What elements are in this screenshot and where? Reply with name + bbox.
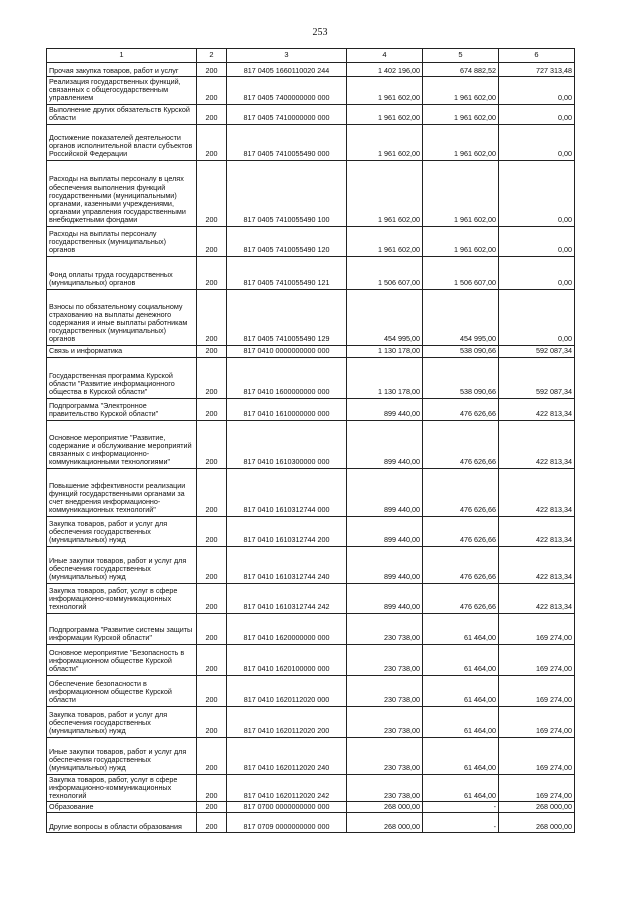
row-name-cell: Закупка товаров, работ, услуг в сфере информационно-коммуникационных технологий [47, 774, 197, 802]
row-remainder-cell: 169 274,00 [499, 613, 575, 644]
table-row [47, 420, 575, 468]
row-name-cell: Фонд оплаты труда государственных (муниципальных) органов [47, 256, 197, 289]
row-grbs-cell: 200 [197, 124, 227, 160]
row-remainder-cell: 422 813,34 [499, 398, 575, 420]
row-grbs-cell: 200 [197, 813, 227, 833]
row-code-cell: 817 0405 7410055490 120 [227, 226, 347, 256]
row-code-cell: 817 0405 7410055490 129 [227, 289, 347, 345]
header-cell: 1 [47, 49, 197, 63]
table-row [47, 613, 575, 644]
row-name-cell: Обеспечение безопасности в информационном обществе Курской области [47, 675, 197, 706]
row-name-cell: Иные закупки товаров, работ и услуг для обеспечения государственных (муниципальных) нужд [47, 737, 197, 774]
row-planned-cell: 899 440,00 [347, 398, 423, 420]
row-remainder-cell: 0,00 [499, 289, 575, 345]
row-planned-cell: 1 506 607,00 [347, 256, 423, 289]
row-code-cell: 817 0410 1610312744 200 [227, 516, 347, 546]
table-row [47, 63, 575, 77]
header-cell: 6 [499, 49, 575, 63]
row-executed-cell: 674 882,52 [423, 63, 499, 77]
row-executed-cell: 476 626,66 [423, 398, 499, 420]
row-code-cell: 817 0405 7410055490 100 [227, 160, 347, 226]
row-code-cell: 817 0410 1620112020 200 [227, 706, 347, 737]
row-executed-cell: 61 464,00 [423, 644, 499, 675]
row-executed-cell: 1 961 602,00 [423, 77, 499, 105]
row-planned-cell: 230 738,00 [347, 644, 423, 675]
row-grbs-cell: 200 [197, 675, 227, 706]
row-code-cell: 817 0709 0000000000 000 [227, 813, 347, 833]
row-planned-cell: 230 738,00 [347, 675, 423, 706]
row-grbs-cell: 200 [197, 420, 227, 468]
row-remainder-cell: 422 813,34 [499, 468, 575, 516]
table-row [47, 256, 575, 289]
row-grbs-cell: 200 [197, 63, 227, 77]
row-remainder-cell: 0,00 [499, 104, 575, 124]
row-executed-cell: 476 626,66 [423, 546, 499, 583]
row-planned-cell: 1 130 178,00 [347, 345, 423, 357]
row-executed-cell: 476 626,66 [423, 420, 499, 468]
row-name-cell: Государственная программа Курской области "Развитие информационного общества в Курской области" [47, 357, 197, 398]
table-row [47, 675, 575, 706]
row-planned-cell: 1 130 178,00 [347, 357, 423, 398]
row-planned-cell: 1 961 602,00 [347, 226, 423, 256]
row-executed-cell: 61 464,00 [423, 774, 499, 802]
row-planned-cell: 1 961 602,00 [347, 77, 423, 105]
row-grbs-cell: 200 [197, 345, 227, 357]
row-code-cell: 817 0410 1620000000 000 [227, 613, 347, 644]
row-planned-cell: 899 440,00 [347, 583, 423, 613]
row-executed-cell: 1 961 602,00 [423, 124, 499, 160]
table-row [47, 124, 575, 160]
row-remainder-cell: 169 274,00 [499, 644, 575, 675]
table-row [47, 583, 575, 613]
table-row [47, 802, 575, 813]
row-grbs-cell: 200 [197, 802, 227, 813]
table-row [47, 813, 575, 833]
row-code-cell: 817 0410 1620112020 000 [227, 675, 347, 706]
table-row [47, 468, 575, 516]
row-remainder-cell: 0,00 [499, 226, 575, 256]
row-name-cell: Иные закупки товаров, работ и услуг для обеспечения государственных (муниципальных) нужд [47, 546, 197, 583]
row-grbs-cell: 200 [197, 468, 227, 516]
row-planned-cell: 1 961 602,00 [347, 160, 423, 226]
row-executed-cell: 476 626,66 [423, 468, 499, 516]
row-code-cell: 817 0410 1610300000 000 [227, 420, 347, 468]
table-row [47, 357, 575, 398]
table-row [47, 516, 575, 546]
row-grbs-cell: 200 [197, 774, 227, 802]
row-executed-cell: 476 626,66 [423, 516, 499, 546]
row-remainder-cell: 422 813,34 [499, 546, 575, 583]
row-remainder-cell: 592 087,34 [499, 357, 575, 398]
row-code-cell: 817 0410 1610312744 000 [227, 468, 347, 516]
table-row [47, 226, 575, 256]
row-code-cell: 817 0405 7400000000 000 [227, 77, 347, 105]
row-executed-cell: 61 464,00 [423, 675, 499, 706]
row-planned-cell: 230 738,00 [347, 706, 423, 737]
row-name-cell: Выполнение других обязательств Курской области [47, 104, 197, 124]
row-code-cell: 817 0410 1620100000 000 [227, 644, 347, 675]
row-name-cell: Достижение показателей деятельности органов исполнительной власти субъектов Российской Федерации [47, 124, 197, 160]
header-row [47, 49, 575, 63]
row-name-cell: Реализация государственных функций, связанных с общегосударственным управлением [47, 77, 197, 105]
row-remainder-cell: 169 274,00 [499, 737, 575, 774]
row-planned-cell: 230 738,00 [347, 737, 423, 774]
row-code-cell: 817 0405 1660110020 244 [227, 63, 347, 77]
row-code-cell: 817 0410 1620112020 240 [227, 737, 347, 774]
table-row [47, 706, 575, 737]
row-executed-cell: 61 464,00 [423, 737, 499, 774]
row-remainder-cell: 169 274,00 [499, 774, 575, 802]
row-code-cell: 817 0410 1620112020 242 [227, 774, 347, 802]
header-cell: 4 [347, 49, 423, 63]
row-executed-cell: 61 464,00 [423, 706, 499, 737]
row-remainder-cell: 0,00 [499, 256, 575, 289]
row-name-cell: Прочая закупка товаров, работ и услуг [47, 63, 197, 77]
row-code-cell: 817 0700 0000000000 000 [227, 802, 347, 813]
table-row [47, 104, 575, 124]
row-grbs-cell: 200 [197, 737, 227, 774]
row-name-cell: Расходы на выплаты персоналу государственных (муниципальных) органов [47, 226, 197, 256]
row-remainder-cell: 422 813,34 [499, 583, 575, 613]
row-code-cell: 817 0410 1600000000 000 [227, 357, 347, 398]
row-planned-cell: 1 961 602,00 [347, 104, 423, 124]
row-grbs-cell: 200 [197, 644, 227, 675]
row-remainder-cell: 422 813,34 [499, 516, 575, 546]
row-code-cell: 817 0405 7410055490 121 [227, 256, 347, 289]
row-remainder-cell: 727 313,48 [499, 63, 575, 77]
header-cell: 2 [197, 49, 227, 63]
row-grbs-cell: 200 [197, 77, 227, 105]
row-executed-cell: 476 626,66 [423, 583, 499, 613]
row-code-cell: 817 0410 1610000000 000 [227, 398, 347, 420]
row-grbs-cell: 200 [197, 546, 227, 583]
header-cell: 3 [227, 49, 347, 63]
table-row [47, 398, 575, 420]
row-remainder-cell: 169 274,00 [499, 706, 575, 737]
row-executed-cell: 61 464,00 [423, 613, 499, 644]
row-name-cell: Подпрограмма "Развитие системы защиты информации Курской области" [47, 613, 197, 644]
row-name-cell: Повышение эффективности реализации функций государственными органами за счет внедрения информационно-коммуникационных технологий" [47, 468, 197, 516]
row-remainder-cell: 0,00 [499, 160, 575, 226]
row-name-cell: Взносы по обязательному социальному страхованию на выплаты денежного содержания и иные выплаты работникам государственных (муниципальных) органов [47, 289, 197, 345]
row-remainder-cell: 268 000,00 [499, 813, 575, 833]
row-remainder-cell: 268 000,00 [499, 802, 575, 813]
row-grbs-cell: 200 [197, 289, 227, 345]
row-planned-cell: 899 440,00 [347, 516, 423, 546]
row-planned-cell: 899 440,00 [347, 420, 423, 468]
row-planned-cell: 268 000,00 [347, 813, 423, 833]
row-name-cell: Закупка товаров, работ и услуг для обеспечения государственных (муниципальных) нужд [47, 706, 197, 737]
row-name-cell: Закупка товаров, работ, услуг в сфере информационно-коммуникационных технологий [47, 583, 197, 613]
row-grbs-cell: 200 [197, 226, 227, 256]
row-executed-cell: 1 961 602,00 [423, 226, 499, 256]
row-planned-cell: 454 995,00 [347, 289, 423, 345]
table-body [47, 63, 575, 833]
row-name-cell: Основное мероприятие "Безопасность в информационном обществе Курской области" [47, 644, 197, 675]
page-number: 253 [312, 27, 328, 38]
table-row [47, 546, 575, 583]
row-name-cell: Основное мероприятие "Развитие, содержание и обслуживание мероприятий связанных с информационно-коммуникационными технологиями" [47, 420, 197, 468]
row-grbs-cell: 200 [197, 357, 227, 398]
row-planned-cell: 1 961 602,00 [347, 124, 423, 160]
table-row [47, 160, 575, 226]
table-row [47, 77, 575, 105]
row-grbs-cell: 200 [197, 583, 227, 613]
table-row [47, 289, 575, 345]
table-row [47, 345, 575, 357]
row-grbs-cell: 200 [197, 398, 227, 420]
row-grbs-cell: 200 [197, 160, 227, 226]
row-executed-cell: 538 090,66 [423, 345, 499, 357]
row-code-cell: 817 0405 7410055490 000 [227, 124, 347, 160]
row-executed-cell: 1 961 602,00 [423, 104, 499, 124]
row-code-cell: 817 0410 1610312744 242 [227, 583, 347, 613]
row-code-cell: 817 0410 1610312744 240 [227, 546, 347, 583]
row-grbs-cell: 200 [197, 613, 227, 644]
row-name-cell: Подпрограмма "Электронное правительство Курской области" [47, 398, 197, 420]
row-executed-cell: - [423, 802, 499, 813]
table-row [47, 644, 575, 675]
row-remainder-cell: 0,00 [499, 124, 575, 160]
row-remainder-cell: 0,00 [499, 77, 575, 105]
row-name-cell: Закупка товаров, работ и услуг для обеспечения государственных (муниципальных) нужд [47, 516, 197, 546]
row-planned-cell: 899 440,00 [347, 468, 423, 516]
row-planned-cell: 230 738,00 [347, 613, 423, 644]
row-grbs-cell: 200 [197, 104, 227, 124]
row-grbs-cell: 200 [197, 706, 227, 737]
row-code-cell: 817 0405 7410000000 000 [227, 104, 347, 124]
row-remainder-cell: 169 274,00 [499, 675, 575, 706]
row-executed-cell: 538 090,66 [423, 357, 499, 398]
row-code-cell: 817 0410 0000000000 000 [227, 345, 347, 357]
row-executed-cell: 454 995,00 [423, 289, 499, 345]
row-executed-cell: - [423, 813, 499, 833]
row-remainder-cell: 422 813,34 [499, 420, 575, 468]
row-planned-cell: 899 440,00 [347, 546, 423, 583]
budget-table [46, 48, 575, 833]
row-name-cell: Расходы на выплаты персоналу в целях обеспечения выполнения функций государственными (муниципальными) органами, казенными учреждениями, органами управления государственными внебюджетными фондами [47, 160, 197, 226]
row-remainder-cell: 592 087,34 [499, 345, 575, 357]
row-name-cell: Образование [47, 802, 197, 813]
row-planned-cell: 268 000,00 [347, 802, 423, 813]
row-executed-cell: 1 506 607,00 [423, 256, 499, 289]
table-row [47, 737, 575, 774]
row-planned-cell: 1 402 196,00 [347, 63, 423, 77]
header-cell: 5 [423, 49, 499, 63]
row-grbs-cell: 200 [197, 516, 227, 546]
row-grbs-cell: 200 [197, 256, 227, 289]
row-name-cell: Другие вопросы в области образования [47, 813, 197, 833]
row-planned-cell: 230 738,00 [347, 774, 423, 802]
row-name-cell: Связь и информатика [47, 345, 197, 357]
table-row [47, 774, 575, 802]
row-executed-cell: 1 961 602,00 [423, 160, 499, 226]
